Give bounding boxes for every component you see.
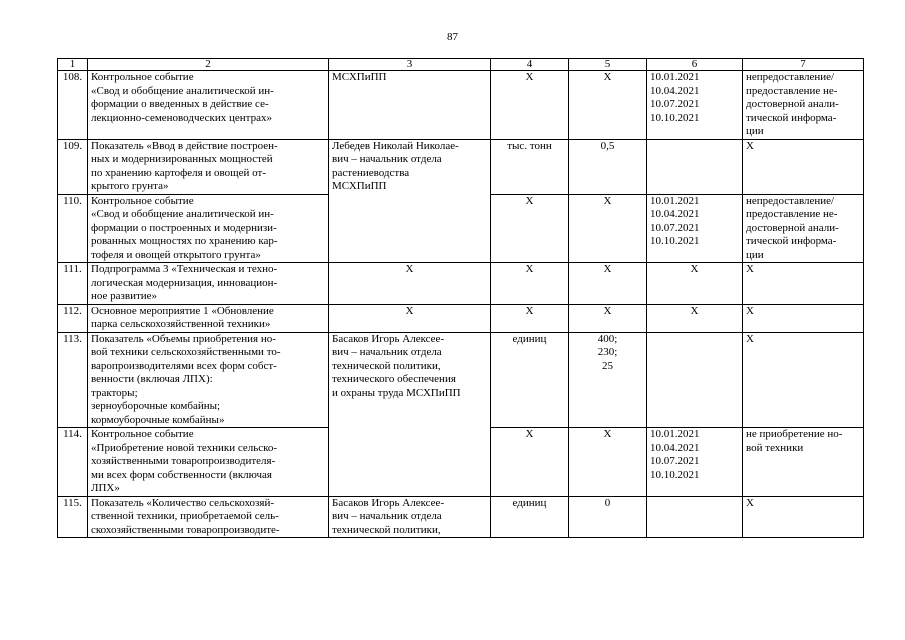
row-value: 0 [569, 496, 647, 538]
column-header: 5 [569, 59, 647, 71]
row-value: Х [569, 304, 647, 332]
row-number: 109. [58, 139, 88, 194]
row-unit: Х [491, 263, 569, 305]
row-value: 400; 230; 25 [569, 332, 647, 428]
row-dates: 10.01.2021 10.04.2021 10.07.2021 10.10.2021 [647, 71, 743, 140]
row-unit: Х [491, 194, 569, 263]
table-row [58, 332, 864, 428]
row-name: Подпрограмма 3 «Техническая и техно- логическая модернизация, инновацион- ное развитие» [88, 263, 329, 305]
row-dates [647, 332, 743, 428]
row-name: Контрольное событие «Свод и обобщение аналитической ин- формации о введенных в действие се- лекционно-семеноводческих центрах» [88, 71, 329, 140]
row-unit: единиц [491, 332, 569, 428]
row-name: Основное мероприятие 1 «Обновление парка сельскохозяйственной техники» [88, 304, 329, 332]
row-name: Контрольное событие «Приобретение новой техники сельско- хозяйственными товаропроизводителя- ми всех форм собственности (включая ЛПХ» [88, 428, 329, 497]
row-responsible: Басаков Игорь Алексее- вич – начальник отдела технической политики, [329, 496, 491, 538]
row-number: 115. [58, 496, 88, 538]
indicators-table [57, 58, 864, 538]
row-dates: 10.01.2021 10.04.2021 10.07.2021 10.10.2021 [647, 428, 743, 497]
row-responsible: Х [329, 263, 491, 305]
row-dates: 10.01.2021 10.04.2021 10.07.2021 10.10.2021 [647, 194, 743, 263]
row-risk: Х [743, 332, 864, 428]
row-dates: Х [647, 263, 743, 305]
row-name: Контрольное событие «Свод и обобщение аналитической ин- формации о построенных и модернизи- рованных мощностях по хранению кар- тофеля и овощей открытого грунта» [88, 194, 329, 263]
column-number-row [58, 59, 864, 71]
row-dates [647, 139, 743, 194]
row-name: Показатель «Объемы приобретения но- вой техники сельскохозяйственными то- варопроизводителями всех форм собст- венности (включая ЛПХ): тракторы; зерноуборочные комбайны; кормоуборочные комбайны» [88, 332, 329, 428]
row-value: 0,5 [569, 139, 647, 194]
row-number: 111. [58, 263, 88, 305]
row-responsible: Басаков Игорь Алексее- вич – начальник отдела технической политики, технического обеспечения и охраны труда МСХПиПП [329, 332, 491, 496]
row-number: 110. [58, 194, 88, 263]
row-name: Показатель «Ввод в действие построен- ных и модернизированных мощностей по хранению картофеля и овощей от- крытого грунта» [88, 139, 329, 194]
row-value: Х [569, 263, 647, 305]
row-responsible: МСХПиПП [329, 71, 491, 140]
table-row [58, 304, 864, 332]
row-unit: единиц [491, 496, 569, 538]
column-header: 3 [329, 59, 491, 71]
row-name: Показатель «Количество сельскохозяй- ственной техники, приобретаемой сель- скохозяйственными товаропроизводите- [88, 496, 329, 538]
row-unit: тыс. тонн [491, 139, 569, 194]
row-dates [647, 496, 743, 538]
row-risk: непредоставление/ предоставление не- достоверной анали- тической информа- ции [743, 194, 864, 263]
row-risk: Х [743, 496, 864, 538]
column-header: 7 [743, 59, 864, 71]
row-value: Х [569, 428, 647, 497]
column-header: 6 [647, 59, 743, 71]
row-value: Х [569, 71, 647, 140]
row-number: 108. [58, 71, 88, 140]
row-unit: Х [491, 428, 569, 497]
table-row [58, 496, 864, 538]
row-unit: Х [491, 304, 569, 332]
row-risk: Х [743, 263, 864, 305]
row-dates: Х [647, 304, 743, 332]
row-number: 112. [58, 304, 88, 332]
row-risk: непредоставление/ предоставление не- достоверной анали- тической информа- ции [743, 71, 864, 140]
table-row [58, 263, 864, 305]
row-risk: не приобретение но- вой техники [743, 428, 864, 497]
column-header: 2 [88, 59, 329, 71]
row-responsible: Х [329, 304, 491, 332]
column-header: 4 [491, 59, 569, 71]
row-unit: Х [491, 71, 569, 140]
column-header: 1 [58, 59, 88, 71]
table-row [58, 139, 864, 194]
table-row [58, 71, 864, 140]
row-responsible: Лебедев Николай Николае- вич – начальник отдела растениеводства МСХПиПП [329, 139, 491, 263]
row-number: 114. [58, 428, 88, 497]
row-value: Х [569, 194, 647, 263]
row-risk: Х [743, 304, 864, 332]
row-number: 113. [58, 332, 88, 428]
page-number: 87 [447, 31, 458, 43]
row-risk: Х [743, 139, 864, 194]
